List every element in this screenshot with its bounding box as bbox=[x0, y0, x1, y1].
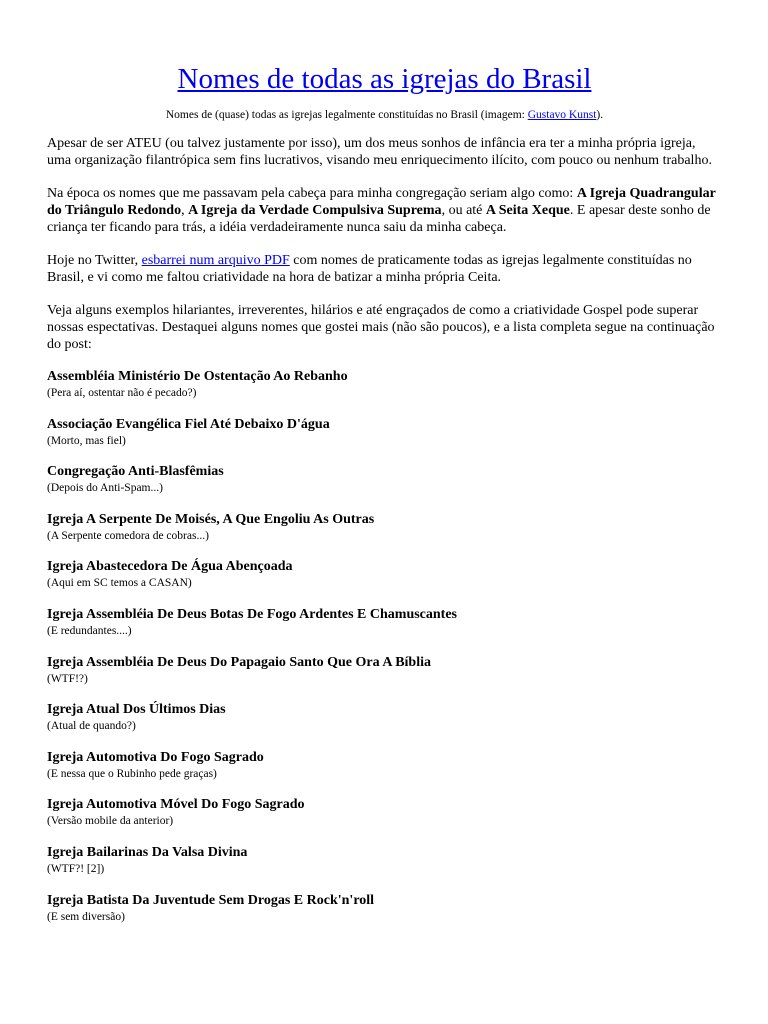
church-list bbox=[47, 368, 722, 939]
church-idea-3: A Seita Xeque bbox=[485, 203, 570, 218]
caption-author-link[interactable]: Gustavo Kunst bbox=[527, 109, 597, 121]
caption-end: ). bbox=[596, 109, 604, 121]
church-idea-1: A Igreja Quadrangular do Triângulo Redondo bbox=[47, 186, 716, 218]
church-name: Igreja Assembléia De Deus Botas De Fogo Ardentes E Chamuscantes bbox=[47, 606, 457, 622]
examples-paragraph: Veja alguns exemplos hilariantes, irreverentes, hilários e até engraçados de como a criatividade Gospel pode superar nossas espectativas. Destaquei alguns nomes que gostei mais (não são poucos), e a lista completa segue na continuação do post: bbox=[47, 303, 715, 352]
pdf-link[interactable]: esbarrei num arquivo PDF bbox=[141, 253, 290, 268]
list-item bbox=[47, 558, 722, 606]
paragraph-text: . E apesar deste sonho de criança ter ficando para trás, a idéia verdadeiramente nunca saiu da minha cabeça. bbox=[47, 203, 711, 235]
church-name: Igreja Abastecedora De Água Abençoada bbox=[47, 559, 293, 575]
page-title bbox=[47, 0, 722, 98]
image-caption bbox=[47, 107, 722, 123]
separator-text: , ou até bbox=[441, 203, 486, 218]
church-name: Igreja Atual Dos Últimos Dias bbox=[47, 702, 226, 718]
list-item bbox=[47, 749, 722, 797]
church-name: Igreja Automotiva Do Fogo Sagrado bbox=[47, 749, 264, 765]
church-note: (Versão mobile da anterior) bbox=[47, 815, 174, 828]
church-note: (Depois do Anti-Spam...) bbox=[47, 482, 163, 495]
church-name: Igreja Batista Da Juventude Sem Drogas E Rock'n'roll bbox=[47, 892, 375, 908]
list-item bbox=[47, 701, 722, 749]
church-note: (Pera aí, ostentar não é pecado?) bbox=[47, 387, 197, 399]
paragraph-text: Hoje no Twitter, bbox=[47, 253, 142, 268]
church-idea-2: A Igreja da Verdade Compulsiva Suprema bbox=[188, 203, 442, 218]
list-item bbox=[47, 368, 722, 416]
list-item bbox=[47, 892, 722, 940]
church-name: Igreja A Serpente De Moisés, A Que Engoliu As Outras bbox=[47, 511, 375, 527]
church-name: Igreja Assembléia De Deus Do Papagaio Santo Que Ora A Bíblia bbox=[47, 654, 431, 670]
list-item bbox=[47, 844, 722, 892]
list-item bbox=[47, 416, 722, 464]
church-note: (A Serpente comedora de cobras...) bbox=[47, 529, 209, 542]
church-name: Igreja Bailarinas Da Valsa Divina bbox=[47, 844, 248, 860]
paragraph-text: Na época os nomes que me passavam pela cabeça para minha congregação seriam algo como: bbox=[47, 186, 577, 201]
church-note: (WTF!?) bbox=[47, 672, 88, 685]
church-name: Congregação Anti-Blasfêmias bbox=[47, 464, 224, 480]
caption-text: Nomes de (quase) todas as igrejas legalmente constituídas no Brasil (imagem: bbox=[165, 109, 528, 121]
list-item bbox=[47, 511, 722, 559]
church-name: Igreja Automotiva Móvel Do Fogo Sagrado bbox=[47, 797, 305, 813]
list-item bbox=[47, 463, 722, 511]
church-name: Assembléia Ministério De Ostentação Ao Rebanho bbox=[47, 369, 348, 384]
church-name: Associação Evangélica Fiel Até Debaixo D'água bbox=[47, 416, 330, 432]
church-note: (E sem diversão) bbox=[47, 910, 125, 923]
church-note: (WTF?! [2]) bbox=[47, 862, 105, 875]
list-item bbox=[47, 654, 722, 702]
list-item bbox=[47, 606, 722, 654]
church-ideas-paragraph bbox=[47, 185, 722, 236]
church-note: (E redundantes....) bbox=[47, 624, 132, 637]
church-note: (Morto, mas fiel) bbox=[47, 434, 126, 447]
church-note: (E nessa que o Rubinho pede graças) bbox=[47, 767, 217, 780]
title-link[interactable]: Nomes de todas as igrejas do Brasil bbox=[177, 63, 592, 95]
intro-paragraph: Apesar de ser ATEU (ou talvez justamente por isso), um dos meus sonhos de infância era ter a minha própria igreja, uma organização filantrópica sem fins lucrativos, visando meu enriquecimento ilícito, com pouco ou nenhum trabalho. bbox=[47, 136, 712, 168]
church-note: (Atual de quando?) bbox=[47, 720, 136, 733]
twitter-paragraph bbox=[47, 252, 722, 286]
paragraph-text: com nomes de praticamente todas as igrejas legalmente constituídas no Brasil, e vi como me faltou criatividade na hora de batizar a minha própria Ceita. bbox=[47, 253, 692, 285]
church-note: (Aqui em SC temos a CASAN) bbox=[47, 577, 192, 590]
separator-text: , bbox=[181, 203, 189, 218]
list-item bbox=[47, 796, 722, 844]
